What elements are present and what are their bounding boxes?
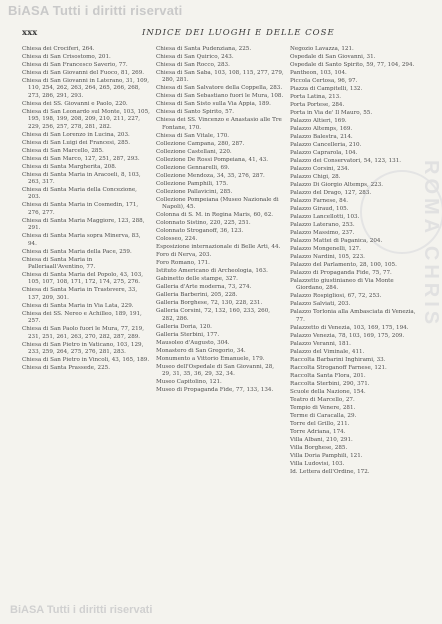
index-entry: Piccola Certosa, 96, 97. bbox=[290, 78, 358, 84]
index-entry: Galleria Doria, 120. bbox=[156, 323, 212, 330]
index-entry: Chiesa di San Giovanni in Laterano, 31, 109, 110, 254, 262, 263, 264, 265, 266, 268, 273, 286, 291, 293. bbox=[22, 78, 149, 99]
index-entry: Galleria d'Arte moderna, 73, 274. bbox=[156, 284, 252, 291]
index-entry: Palazzo Salviati, 203. bbox=[290, 301, 351, 308]
index-entry: Raccolta Sterbini, 290, 371. bbox=[290, 380, 370, 387]
watermark-bottom-text: BiASA Tutti i diritti riservati bbox=[10, 604, 153, 616]
index-entry: Colonnato Sistino, 220, 225, 251. bbox=[156, 220, 251, 227]
index-entry: Palazzo Mattei di Paganica, 204. bbox=[290, 238, 383, 244]
index-entry: Chiesa di San Marcello, 285. bbox=[22, 147, 104, 154]
index-entry: Chiesa di San Giovanni del Fuoco, 81, 269. bbox=[22, 70, 145, 76]
index-entry: Collezione Mendoza, 34, 35, 276, 287. bbox=[156, 172, 265, 179]
folio-number: xxx bbox=[22, 28, 38, 38]
index-entry: Chiesa dei SS. Nereo e Achilleo, 189, 191, 257. bbox=[22, 310, 142, 325]
running-title: INDICE DEI LUOGHI E DELLE COSE bbox=[142, 28, 335, 38]
index-entry: Monumento a Vittorio Emanuele, 179. bbox=[156, 355, 265, 362]
index-entry: Collezione Castellani, 220. bbox=[156, 148, 232, 155]
index-entry: Palazzo Lancellotti, 103. bbox=[290, 214, 360, 220]
index-entry: Collezione Gennarelli, 69. bbox=[156, 164, 230, 171]
index-entry: Chiesa di Santa Maria in Cosmedin, 171, 276, 277. bbox=[22, 202, 139, 216]
index-entry: Chiesa di Santa Maria in Aracoeli, 8, 103, 263, 317. bbox=[22, 171, 141, 186]
index-entry: Chiesa di San Francesco Saverio, 77. bbox=[22, 62, 128, 68]
index-entry: Chiesa di Santo Spirito, 57. bbox=[156, 109, 235, 116]
index-entry: Palazzo Veranni, 181. bbox=[290, 340, 351, 347]
index-entry: Collezione Pallavicini, 285. bbox=[156, 188, 233, 195]
index-entry: Collezione De Rossi Pompeiana, 41, 43. bbox=[156, 156, 269, 163]
index-column-1 bbox=[22, 46, 150, 606]
index-entry: Villa Borghese, 285. bbox=[290, 444, 348, 451]
watermark-text: BiASA Tutti i diritti riservati bbox=[8, 3, 183, 18]
index-entry: Palazzo del Drago, 127, 283. bbox=[290, 190, 372, 196]
index-entry: Palazzetto di Venezia, 103, 169, 175, 194. bbox=[290, 324, 409, 331]
index-entry: Galleria Sterbini, 177. bbox=[156, 331, 220, 338]
index-entry: Terme di Caracalla, 29. bbox=[290, 412, 357, 419]
index-entry: Galleria Borghese, 72, 130, 228, 231. bbox=[156, 300, 263, 307]
index-entry: Palazzetto giustinianeo di Via Monte Giordano, 284. bbox=[290, 278, 394, 292]
index-entry: Chiesa di Santa Maria in Palleriaall'Aventino, 77. bbox=[22, 256, 96, 271]
index-entry: Chiesa di San Saba, 103, 108, 115, 277, 279, 280, 281. bbox=[156, 70, 284, 84]
index-entry: Chiesa di San Leonardo sul Monte, 103, 105, 195, 198, 199, 208, 209, 210, 211, 227, 229, 256, 257, 278, 281, 282. bbox=[22, 108, 150, 130]
index-entry: Museo Capitolino, 121. bbox=[156, 379, 222, 386]
index-entry: Museo dell'Ospedale di San Giovanni, 28, 29, 31, 35, 36, 29, 32, 34. bbox=[156, 363, 275, 378]
index-entry: Monastero di San Gregorio, 34. bbox=[156, 347, 246, 354]
index-entry: Palazzo Cancelleria, 210. bbox=[290, 142, 362, 148]
index-entry: Chiesa dei SS. Giovanni e Paolo, 220. bbox=[22, 100, 128, 107]
index-columns bbox=[22, 46, 420, 606]
index-entry: Chiesa di Santa Maria in Trastevere, 33, 137, 209, 301. bbox=[22, 287, 138, 301]
index-entry: Chiesa di Santa Pudenziana, 225. bbox=[156, 46, 252, 52]
index-entry: Colonna di S. M. in Regina Maris, 60, 62. bbox=[156, 212, 274, 219]
index-entry: Foro Romano, 171. bbox=[156, 260, 210, 267]
index-entry: Chiesa di Santa Margherita, 208. bbox=[22, 163, 117, 170]
index-entry: Porta in Via de' Il Mauro, 55. bbox=[290, 110, 373, 116]
index-entry: Chiesa di Santa Maria Maggiore, 123, 288, 291. bbox=[22, 217, 145, 232]
index-entry: Chiesa di San Pietro in Vaticano, 103, 129, 233, 259, 264, 275, 276, 281, 283. bbox=[22, 341, 144, 356]
watermark-side-text: ROMA CHRIS bbox=[420, 160, 442, 329]
index-entry: Porta Latina, 213. bbox=[290, 94, 341, 100]
index-entry: Torre Adriana, 174. bbox=[290, 428, 346, 435]
index-entry: Negozio Lavazza, 121. bbox=[290, 46, 354, 52]
index-entry: Villa Doria Pamphili, 121. bbox=[290, 452, 363, 459]
index-entry: Chiesa di San Salvatore della Coppella, 283. bbox=[156, 85, 283, 92]
watermark-banner bbox=[0, 0, 442, 22]
index-entry: Palazzo Venezia, 78, 103, 169, 175, 209. bbox=[290, 332, 405, 339]
index-entry: Foro di Nerva, 203. bbox=[156, 252, 212, 259]
index-entry: Palazzo Chigi, 28. bbox=[290, 174, 341, 180]
index-entry: Chiesa di San Lorenzo in Lucina, 203. bbox=[22, 131, 130, 138]
index-entry: Chiesa di San Paolo fuori le Mura, 77, 219, 231, 251, 261, 263, 270, 282, 287, 289. bbox=[22, 326, 144, 340]
index-entry: Chiesa di Santa Maria sopra Minerva, 83, 94. bbox=[22, 233, 141, 247]
index-entry: Colonnato Stroganoff, 36, 123. bbox=[156, 228, 244, 235]
index-entry: Galleria Corsini, 72, 132, 160, 233, 260, 282, 286. bbox=[156, 308, 271, 322]
index-entry: Mausoleo d'Augusto, 304. bbox=[156, 339, 230, 346]
index-entry: Palazzo Nardini, 105, 223. bbox=[290, 254, 365, 260]
index-entry: Esposizione internazionale di Belle Arti, 44. bbox=[156, 244, 281, 251]
index-entry: Palazzo Mongenelli, 127. bbox=[290, 246, 361, 252]
index-entry: Museo di Propaganda Fide, 77, 133, 134. bbox=[156, 387, 274, 394]
index-entry: Colosseo, 224. bbox=[156, 236, 198, 243]
index-entry: Piazza di Campitelli, 132. bbox=[290, 86, 363, 92]
index-entry: Ospedale di San Giovanni, 31. bbox=[290, 54, 376, 60]
index-entry: Chiesa dei SS. Vincenzo e Anastasio alle Tre Fontane, 170. bbox=[156, 117, 282, 131]
index-entry: Palazzo del Parlamento, 28, 100, 105. bbox=[290, 262, 397, 268]
index-entry: Palazzo del Viminale, 411. bbox=[290, 348, 365, 355]
index-entry: Palazzo Caprarola, 104. bbox=[290, 150, 358, 156]
index-entry: Chiesa di San Sisto sulla Via Appia, 189. bbox=[156, 101, 271, 108]
index-entry: Raccolta Barbarini Inghirami, 33. bbox=[290, 356, 386, 363]
index-entry: Palazzo Di Giorgio Altemps, 223. bbox=[290, 182, 384, 188]
index-column-3 bbox=[290, 46, 418, 606]
index-entry: Istituto Americano di Archeologia, 163. bbox=[156, 268, 268, 275]
index-entry: Pantheon, 103, 104. bbox=[290, 70, 347, 76]
index-column-2 bbox=[156, 46, 284, 606]
index-entry: Palazzo di Propaganda Fide, 75, 77. bbox=[290, 270, 392, 276]
index-entry: Palazzo Giraud, 105. bbox=[290, 206, 349, 212]
index-entry: Porta Portese, 284. bbox=[290, 102, 345, 108]
index-entry: Villa Albani, 210, 291. bbox=[290, 436, 353, 443]
index-entry: Raccolta Stroganoff Farnese, 121. bbox=[290, 364, 387, 371]
index-entry: Palazzo Torlonia alla Ambasciata di Venezia, 77. bbox=[290, 309, 416, 323]
index-entry: Chiesa di San Quirico, 243. bbox=[156, 54, 234, 60]
index-entry: Gabinetto delle stampe, 327. bbox=[156, 276, 238, 283]
page-header bbox=[22, 24, 427, 38]
index-entry: Palazzo Altemps, 169. bbox=[290, 126, 353, 132]
index-entry: Chiesa di San Rocco, 283. bbox=[156, 62, 230, 68]
index-entry: Galleria Barberini, 205, 228. bbox=[156, 292, 238, 299]
index-entry: Chiesa di San Vitale, 170. bbox=[156, 132, 230, 139]
index-entry: Chiesa di San Marco, 127, 251, 287, 293. bbox=[22, 155, 140, 162]
index-entry: Ospedale di Santo Spirito, 59, 77, 104, 294. bbox=[290, 62, 415, 68]
index-entry: Tempio di Venere, 281. bbox=[290, 404, 356, 411]
index-entry: Chiesa di Santa Maria della Pace, 259. bbox=[22, 248, 132, 255]
index-entry: Chiesa di San Crisostomo, 201. bbox=[22, 54, 111, 60]
index-entry: Palazzo Altieri, 169. bbox=[290, 118, 347, 124]
index-entry: Chiesa di San Luigi dei Francesi, 285. bbox=[22, 139, 130, 146]
index-entry: Chiesa dei Crociferi, 264. bbox=[22, 46, 95, 52]
index-entry: Palazzo Massimo, 237. bbox=[290, 230, 355, 236]
index-entry: Palazzo Farnese, 84. bbox=[290, 198, 349, 204]
index-entry: Palazzo dei Conservatori, 54, 123, 131. bbox=[290, 158, 402, 164]
index-entry: Palazzo Balestra, 214. bbox=[290, 134, 353, 140]
index-entry: Scuole della Nazione, 154. bbox=[290, 388, 366, 395]
index-entry: Chiesa di Santa Prassede, 225. bbox=[22, 365, 110, 372]
index-entry: Palazzo Rospigliosi, 67, 72, 253. bbox=[290, 293, 382, 300]
index-entry: Chiesa di Santa Maria della Concezione, 203. bbox=[22, 187, 137, 201]
index-entry: Chiesa di Santa Maria del Popolo, 43, 103, 105, 107, 108, 171, 172, 174, 275, 276. bbox=[22, 272, 144, 286]
index-entry: Collezione Pompeiana (Museo Nazionale di Napoli), 45. bbox=[156, 196, 279, 211]
index-entry: Chiesa di Santa Maria in Via Lata, 229. bbox=[22, 302, 134, 309]
index-entry: Teatro di Marcello, 27. bbox=[290, 396, 355, 403]
index-page bbox=[12, 24, 438, 610]
index-entry: Chiesa di San Pietro in Vincoli, 43, 165, 189. bbox=[22, 357, 150, 364]
index-entry: Palazzo Corsini, 234. bbox=[290, 166, 350, 172]
index-entry: Collezione Campana, 280, 287. bbox=[156, 140, 245, 147]
index-entry: Chiesa di San Sebastiano fuori le Mura, 108. bbox=[156, 93, 284, 100]
index-entry: Raccolta Santa Flora, 201. bbox=[290, 372, 366, 379]
index-entry: Torre del Grillo, 211. bbox=[290, 420, 350, 427]
index-entry: Collezione Pamphili, 175. bbox=[156, 180, 229, 187]
index-entry: Palazzo Laterano, 253. bbox=[290, 222, 355, 228]
index-entry: Id. Lettera dell'Ordine, 172. bbox=[290, 468, 370, 475]
index-entry: Villa Ludovisi, 103. bbox=[290, 460, 345, 467]
